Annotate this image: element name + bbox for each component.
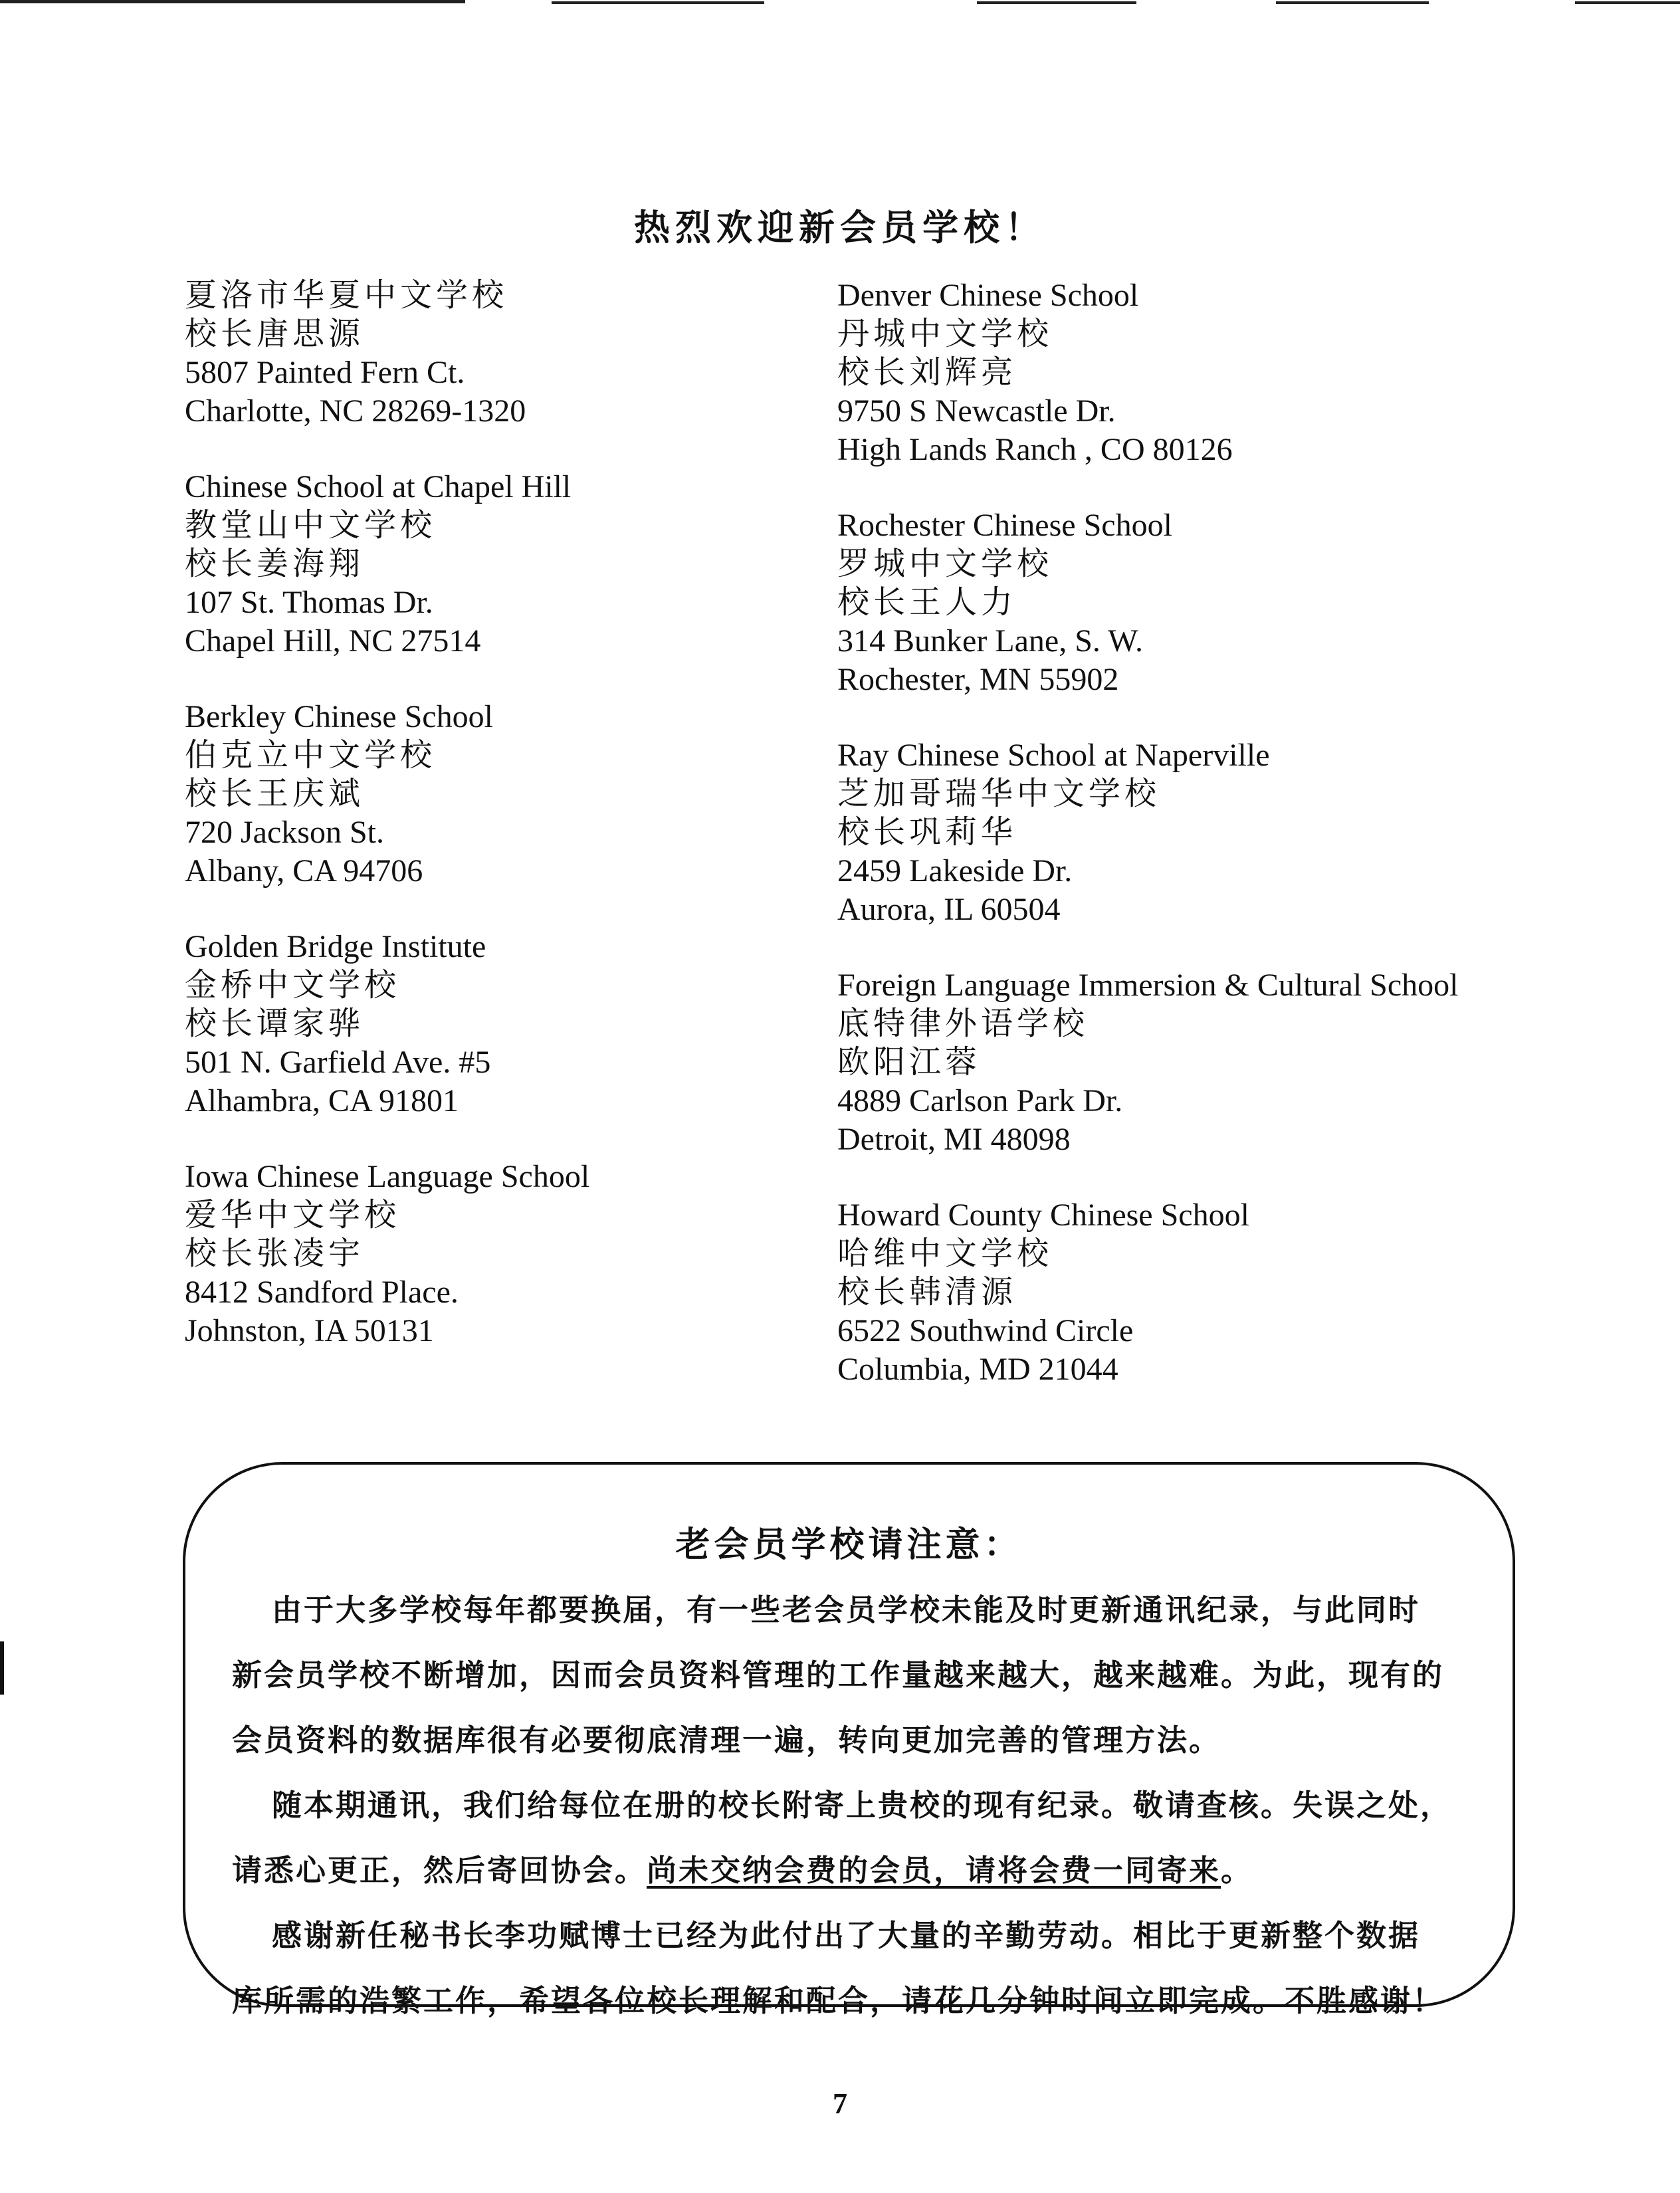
school-entry bbox=[837, 276, 1661, 469]
school-name-cn: 芝加哥瑞华中文学校 bbox=[837, 776, 1161, 811]
school-name-en: Iowa Chinese Language School bbox=[185, 1159, 590, 1194]
city-state-zip: Albany, CA 94706 bbox=[185, 853, 423, 888]
school-name-en: Berkley Chinese School bbox=[185, 699, 493, 734]
school-entry bbox=[185, 928, 849, 1120]
city-state-zip: Aurora, IL 60504 bbox=[837, 892, 1061, 927]
city-state-zip: Detroit, MI 48098 bbox=[837, 1122, 1071, 1157]
principal-name: 校长唐思源 bbox=[185, 316, 365, 352]
school-name-en: Foreign Language Immersion & Cultural School bbox=[837, 968, 1459, 1003]
notice-line: 库所需的浩繁工作，希望各位校长理解和配合，请花几分钟时间立即完成。不胜感谢！ bbox=[232, 1984, 1445, 2018]
notice-line: 随本期通讯，我们给每位在册的校长附寄上贵校的现有纪录。敬请查核。失误之处， bbox=[272, 1789, 1453, 1822]
school-name-en: Chinese School at Chapel Hill bbox=[185, 469, 572, 504]
notice-text: 请悉心更正，然后寄回协会。 bbox=[232, 1854, 647, 1887]
scan-artifact-line bbox=[1575, 1, 1680, 4]
right-school-column bbox=[837, 276, 1661, 1426]
school-name-en: Denver Chinese School bbox=[837, 278, 1139, 313]
notice-box bbox=[183, 1462, 1515, 2018]
school-entry bbox=[185, 698, 849, 890]
street-address: 6522 Southwind Circle bbox=[837, 1313, 1134, 1348]
principal-name: 校长谭家骅 bbox=[185, 1006, 365, 1041]
principal-name: 校长王庆斌 bbox=[185, 776, 365, 811]
school-name-en: Ray Chinese School at Naperville bbox=[837, 738, 1270, 773]
notice-body bbox=[232, 1578, 1481, 2034]
school-entry bbox=[185, 276, 849, 431]
street-address: 2459 Lakeside Dr. bbox=[837, 853, 1073, 888]
city-state-zip: Chapel Hill, NC 27514 bbox=[185, 623, 481, 659]
school-name-en: Golden Bridge Institute bbox=[185, 929, 486, 964]
page-title: 热烈欢迎新会员学校！ bbox=[634, 208, 1046, 248]
school-entry bbox=[837, 736, 1661, 929]
notice-line: 新会员学校不断增加，因而会员资料管理的工作量越来越大，越来越难。为此，现有的 bbox=[232, 1659, 1445, 1692]
school-name-cn: 金桥中文学校 bbox=[185, 968, 401, 1003]
street-address: 9750 S Newcastle Dr. bbox=[837, 393, 1116, 429]
school-entry bbox=[185, 468, 849, 661]
scan-artifact-line bbox=[977, 1, 1136, 4]
street-address: 720 Jackson St. bbox=[185, 815, 384, 850]
school-entry bbox=[837, 966, 1661, 1159]
school-name-cn: 丹城中文学校 bbox=[837, 316, 1053, 352]
principal-name: 校长张凌宇 bbox=[185, 1236, 365, 1271]
notice-title: 老会员学校请注意： bbox=[675, 1526, 1023, 1564]
city-state-zip: Columbia, MD 21044 bbox=[837, 1352, 1118, 1387]
principal-name: 校长巩莉华 bbox=[837, 815, 1017, 850]
principal-name: 校长姜海翔 bbox=[185, 546, 365, 581]
school-entry bbox=[837, 506, 1661, 699]
city-state-zip: Alhambra, CA 91801 bbox=[185, 1083, 459, 1118]
notice-line bbox=[232, 1838, 1481, 1903]
principal-name: 校长刘辉亮 bbox=[837, 355, 1017, 390]
scan-artifact-line bbox=[552, 1, 764, 4]
city-state-zip: Charlotte, NC 28269-1320 bbox=[185, 393, 526, 429]
school-name-en: Howard County Chinese School bbox=[837, 1198, 1249, 1233]
city-state-zip: High Lands Ranch , CO 80126 bbox=[837, 432, 1233, 467]
school-entry bbox=[837, 1196, 1661, 1389]
school-entry bbox=[185, 1158, 849, 1350]
notice-line: 会员资料的数据库很有必要彻底清理一遍，转向更加完善的管理方法。 bbox=[232, 1724, 1221, 1757]
scan-artifact-line bbox=[0, 0, 465, 3]
school-name-cn: 哈维中文学校 bbox=[837, 1236, 1053, 1271]
principal-name: 欧阳江蓉 bbox=[837, 1045, 982, 1080]
school-name-cn: 爱华中文学校 bbox=[185, 1198, 401, 1233]
left-school-column bbox=[185, 276, 849, 1388]
street-address: 5807 Painted Fern Ct. bbox=[185, 355, 465, 390]
principal-name: 校长韩清源 bbox=[837, 1275, 1017, 1310]
street-address: 501 N. Garfield Ave. #5 bbox=[185, 1045, 491, 1080]
city-state-zip: Rochester, MN 55902 bbox=[837, 662, 1119, 697]
street-address: 8412 Sandford Place. bbox=[185, 1275, 459, 1310]
notice-line: 感谢新任秘书长李功赋博士已经为此付出了大量的辛勤劳动。相比于更新整个数据 bbox=[272, 1919, 1421, 1952]
city-state-zip: Johnston, IA 50131 bbox=[185, 1313, 434, 1348]
fee-reminder: 尚未交纳会费的会员，请将会费一同寄来 bbox=[647, 1854, 1221, 1887]
school-name-cn: 教堂山中文学校 bbox=[185, 508, 437, 543]
school-name-cn: 夏洛市华夏中文学校 bbox=[185, 278, 508, 313]
page-number: 7 bbox=[833, 2087, 847, 2120]
street-address: 314 Bunker Lane, S. W. bbox=[837, 623, 1143, 659]
scan-artifact-line bbox=[1276, 1, 1429, 4]
scan-artifact-mark bbox=[0, 1641, 4, 1695]
principal-name: 校长王人力 bbox=[837, 585, 1017, 620]
school-name-cn: 伯克立中文学校 bbox=[185, 738, 437, 773]
school-name-cn: 罗城中文学校 bbox=[837, 546, 1053, 581]
street-address: 107 St. Thomas Dr. bbox=[185, 585, 433, 620]
school-name-en: Rochester Chinese School bbox=[837, 508, 1172, 543]
notice-line: 由于大多学校每年都要换届，有一些老会员学校未能及时更新通讯纪录，与此同时 bbox=[272, 1594, 1421, 1627]
street-address: 4889 Carlson Park Dr. bbox=[837, 1083, 1123, 1118]
notice-text: 。 bbox=[1221, 1854, 1253, 1887]
school-name-cn: 底特律外语学校 bbox=[837, 1006, 1089, 1041]
